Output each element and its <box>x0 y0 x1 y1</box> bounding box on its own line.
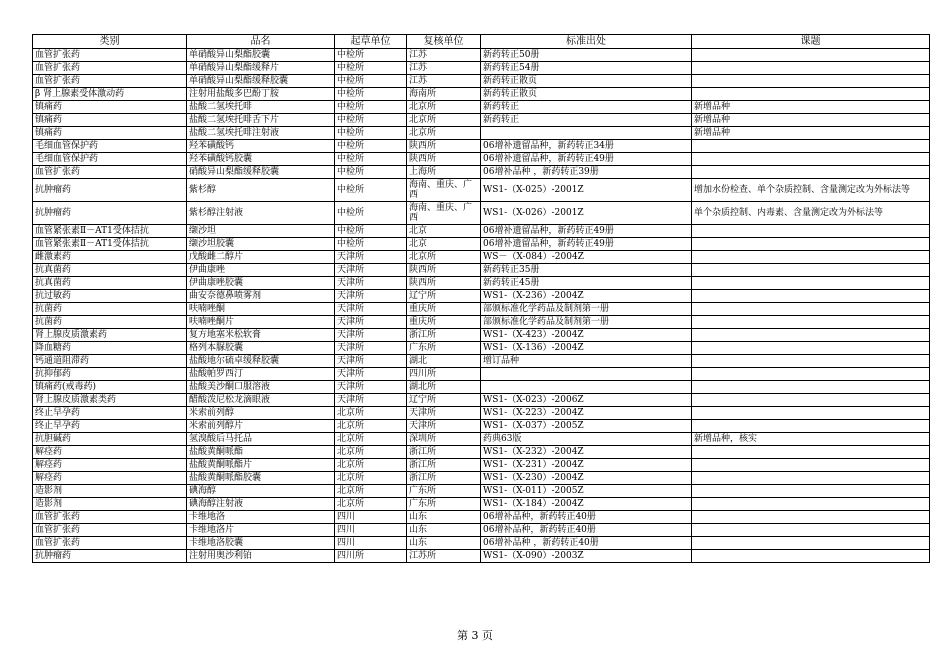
cell-standard-source: 06增补品种，新药转正40册 <box>481 511 692 524</box>
cell-standard-source: 新药转正 <box>481 101 692 114</box>
cell-product-name: 卡维地洛胶囊 <box>187 537 335 550</box>
cell-topic <box>692 550 930 563</box>
table-row <box>33 127 930 140</box>
table-row <box>33 238 930 251</box>
table-row <box>33 511 930 524</box>
cell-category: 造影剂 <box>33 498 187 511</box>
table-row <box>33 303 930 316</box>
table-row <box>33 368 930 381</box>
cell-topic <box>692 264 930 277</box>
cell-standard-source: WS1-（X-090）-2003Z <box>481 550 692 563</box>
cell-category: 钙通道阻滞药 <box>33 355 187 368</box>
cell-drafting-unit: 天津所 <box>335 303 407 316</box>
table-row <box>33 472 930 485</box>
cell-category: 抗肿瘤药 <box>33 202 187 225</box>
cell-category: 造影剂 <box>33 485 187 498</box>
cell-category: 毛细血管保护药 <box>33 153 187 166</box>
table-row <box>33 381 930 394</box>
cell-drafting-unit: 四川所 <box>335 550 407 563</box>
cell-drafting-unit: 中检所 <box>335 153 407 166</box>
cell-review-unit: 湖北 <box>407 355 481 368</box>
table-row <box>33 524 930 537</box>
cell-standard-source: 06增补遗留品种，新药转正49册 <box>481 225 692 238</box>
cell-product-name: 盐酸二氢埃托啡注射液 <box>187 127 335 140</box>
cell-drafting-unit: 北京所 <box>335 485 407 498</box>
cell-topic <box>692 511 930 524</box>
cell-topic: 增加水份检查、单个杂质控制、含量测定改为外标法等 <box>692 179 930 202</box>
cell-category: 镇痛药 <box>33 114 187 127</box>
table-row <box>33 433 930 446</box>
cell-drafting-unit: 天津所 <box>335 355 407 368</box>
cell-review-unit: 山东 <box>407 511 481 524</box>
cell-topic <box>692 329 930 342</box>
cell-category: 抗胆碱药 <box>33 433 187 446</box>
cell-review-unit: 江苏 <box>407 49 481 62</box>
cell-category: 血管扩张药 <box>33 537 187 550</box>
cell-standard-source: WS－（X-084）-2004Z <box>481 251 692 264</box>
cell-review-unit: 天津所 <box>407 420 481 433</box>
cell-topic <box>692 88 930 101</box>
cell-topic <box>692 524 930 537</box>
cell-review-unit: 浙江所 <box>407 472 481 485</box>
cell-topic <box>692 290 930 303</box>
cell-product-name: 盐酸二氢埃托啡 <box>187 101 335 114</box>
table-row <box>33 140 930 153</box>
cell-review-unit: 海南、重庆、广西 <box>407 202 481 225</box>
cell-topic <box>692 140 930 153</box>
cell-drafting-unit: 中检所 <box>335 140 407 153</box>
cell-topic <box>692 303 930 316</box>
cell-product-name: 缬沙坦 <box>187 225 335 238</box>
cell-review-unit: 北京所 <box>407 101 481 114</box>
table-row <box>33 550 930 563</box>
cell-drafting-unit: 四川 <box>335 511 407 524</box>
cell-category: 解痉药 <box>33 459 187 472</box>
cell-category: 血管扩张药 <box>33 62 187 75</box>
table-row <box>33 62 930 75</box>
cell-topic <box>692 368 930 381</box>
cell-standard-source: 06增补遗留品种，新药转正34册 <box>481 140 692 153</box>
cell-topic <box>692 153 930 166</box>
cell-product-name: 伊曲康唑 <box>187 264 335 277</box>
cell-drafting-unit: 北京所 <box>335 407 407 420</box>
cell-standard-source: 新药转正35册 <box>481 264 692 277</box>
cell-category: 抗真菌药 <box>33 277 187 290</box>
cell-topic <box>692 472 930 485</box>
cell-product-name: 曲安奈德鼻喷雾剂 <box>187 290 335 303</box>
cell-product-name: 碘海醇 <box>187 485 335 498</box>
cell-drafting-unit: 中检所 <box>335 88 407 101</box>
cell-review-unit: 海南所 <box>407 88 481 101</box>
cell-category: 血管扩张药 <box>33 75 187 88</box>
cell-standard-source: WS1-（X-023）-2006Z <box>481 394 692 407</box>
table-row <box>33 264 930 277</box>
cell-standard-source: 06增补品种，新药转正40册 <box>481 524 692 537</box>
table-row <box>33 202 930 225</box>
cell-category: 抗过敏药 <box>33 290 187 303</box>
cell-standard-source: 06增补遗留品种，新药转正49册 <box>481 153 692 166</box>
cell-review-unit: 陕西所 <box>407 277 481 290</box>
cell-standard-source: WS1-（X-136）-2004Z <box>481 342 692 355</box>
table-row <box>33 459 930 472</box>
cell-product-name: 戊酸雌二醇片 <box>187 251 335 264</box>
cell-standard-source: 06增补遗留品种，新药转正49册 <box>481 238 692 251</box>
cell-review-unit: 辽宁所 <box>407 394 481 407</box>
cell-category: 抗肿瘤药 <box>33 179 187 202</box>
cell-product-name: 单硝酸异山梨酯胶囊 <box>187 49 335 62</box>
cell-standard-source: WS1-（X-236）-2004Z <box>481 290 692 303</box>
cell-drafting-unit: 中检所 <box>335 127 407 140</box>
cell-topic <box>692 75 930 88</box>
cell-review-unit: 上海所 <box>407 166 481 179</box>
cell-topic <box>692 316 930 329</box>
header-row <box>33 35 930 49</box>
cell-review-unit: 江苏 <box>407 62 481 75</box>
cell-drafting-unit: 天津所 <box>335 290 407 303</box>
cell-drafting-unit: 天津所 <box>335 264 407 277</box>
table-row <box>33 329 930 342</box>
cell-category: 血管扩张药 <box>33 511 187 524</box>
cell-drafting-unit: 天津所 <box>335 381 407 394</box>
table-row <box>33 498 930 511</box>
cell-category: 抗菌药 <box>33 316 187 329</box>
table-row <box>33 225 930 238</box>
cell-drafting-unit: 北京所 <box>335 498 407 511</box>
cell-product-name: 盐酸地尔硫卓缓释胶囊 <box>187 355 335 368</box>
cell-product-name: 羟苯磺酸钙 <box>187 140 335 153</box>
cell-review-unit: 湖北所 <box>407 381 481 394</box>
cell-category: 抗真菌药 <box>33 264 187 277</box>
cell-product-name: 伊曲康唑胶囊 <box>187 277 335 290</box>
cell-topic <box>692 355 930 368</box>
cell-topic <box>692 251 930 264</box>
cell-category: 血管扩张药 <box>33 166 187 179</box>
cell-standard-source: WS1-（X-231）-2004Z <box>481 459 692 472</box>
header-review-unit: 复核单位 <box>407 35 481 49</box>
cell-review-unit: 陕西所 <box>407 264 481 277</box>
table-row <box>33 49 930 62</box>
cell-topic <box>692 277 930 290</box>
cell-drafting-unit: 中检所 <box>335 202 407 225</box>
cell-product-name: 缬沙坦胶囊 <box>187 238 335 251</box>
cell-product-name: 盐酸黄酮哌酯 <box>187 446 335 459</box>
cell-category: 雌激素药 <box>33 251 187 264</box>
cell-product-name: 紫杉醇 <box>187 179 335 202</box>
cell-product-name: 醋酸泼尼松龙滴眼液 <box>187 394 335 407</box>
cell-standard-source: 06增补品种 ，新药转正39册 <box>481 166 692 179</box>
cell-review-unit: 重庆所 <box>407 316 481 329</box>
cell-standard-source: 部颁标准化学药品及制剂第一册 <box>481 303 692 316</box>
cell-product-name: 米索前列醇片 <box>187 420 335 433</box>
cell-review-unit: 江苏所 <box>407 550 481 563</box>
cell-category: 终止早孕药 <box>33 407 187 420</box>
cell-category: 毛细血管保护药 <box>33 140 187 153</box>
cell-drafting-unit: 北京所 <box>335 420 407 433</box>
cell-drafting-unit: 天津所 <box>335 368 407 381</box>
cell-review-unit: 广东所 <box>407 485 481 498</box>
cell-standard-source: WS1-（X-232）-2004Z <box>481 446 692 459</box>
cell-product-name: 呋喃唑酮 <box>187 303 335 316</box>
table-row <box>33 407 930 420</box>
cell-drafting-unit: 天津所 <box>335 329 407 342</box>
cell-standard-source: 增订品种 <box>481 355 692 368</box>
cell-product-name: 注射用盐酸多巴酚丁胺 <box>187 88 335 101</box>
cell-review-unit: 海南、重庆、广西 <box>407 179 481 202</box>
cell-topic <box>692 485 930 498</box>
table-row <box>33 75 930 88</box>
cell-category: 镇痛药(戒毒药) <box>33 381 187 394</box>
cell-product-name: 格列本脲胶囊 <box>187 342 335 355</box>
cell-drafting-unit: 中检所 <box>335 101 407 114</box>
cell-standard-source: WS1-（X-026）-2001Z <box>481 202 692 225</box>
cell-topic <box>692 166 930 179</box>
table-row <box>33 355 930 368</box>
cell-drafting-unit: 四川 <box>335 537 407 550</box>
cell-topic: 新增品种 <box>692 114 930 127</box>
table-row <box>33 101 930 114</box>
cell-drafting-unit: 北京所 <box>335 433 407 446</box>
cell-drafting-unit: 中检所 <box>335 166 407 179</box>
table-row <box>33 446 930 459</box>
cell-standard-source <box>481 127 692 140</box>
cell-category: 抗抑郁药 <box>33 368 187 381</box>
cell-topic: 新增品种 <box>692 101 930 114</box>
table-row <box>33 179 930 202</box>
cell-review-unit: 陕西所 <box>407 153 481 166</box>
cell-product-name: 碘海醇注射液 <box>187 498 335 511</box>
page-footer: 第 3 页 <box>457 629 493 642</box>
table-row <box>33 316 930 329</box>
cell-topic <box>692 394 930 407</box>
cell-review-unit: 北京 <box>407 225 481 238</box>
cell-drafting-unit: 天津所 <box>335 342 407 355</box>
cell-standard-source: WS1-（X-423）-2004Z <box>481 329 692 342</box>
cell-review-unit: 江苏 <box>407 75 481 88</box>
cell-product-name: 氢溴酸后马托品 <box>187 433 335 446</box>
cell-category: 镇痛药 <box>33 101 187 114</box>
cell-product-name: 盐酸帕罗西汀 <box>187 368 335 381</box>
cell-review-unit: 北京所 <box>407 127 481 140</box>
cell-category: 解痉药 <box>33 472 187 485</box>
cell-category: 血管扩张药 <box>33 524 187 537</box>
cell-review-unit: 北京所 <box>407 251 481 264</box>
cell-standard-source: 新药转正45册 <box>481 277 692 290</box>
cell-product-name: 米索前列醇 <box>187 407 335 420</box>
cell-category: 肾上腺皮质激素药 <box>33 329 187 342</box>
cell-drafting-unit: 北京所 <box>335 446 407 459</box>
cell-category: 肾上腺皮质激素类药 <box>33 394 187 407</box>
cell-topic <box>692 498 930 511</box>
cell-topic <box>692 62 930 75</box>
cell-drafting-unit: 中检所 <box>335 225 407 238</box>
cell-topic <box>692 420 930 433</box>
cell-product-name: 盐酸美沙酮口服溶液 <box>187 381 335 394</box>
cell-drafting-unit: 中检所 <box>335 238 407 251</box>
cell-standard-source: 部颁标准化学药品及制剂第一册 <box>481 316 692 329</box>
cell-standard-source <box>481 381 692 394</box>
cell-product-name: 盐酸黄酮哌酯片 <box>187 459 335 472</box>
cell-standard-source: 新药转正散页 <box>481 88 692 101</box>
cell-product-name: 单硝酸异山梨酯缓释胶囊 <box>187 75 335 88</box>
cell-drafting-unit: 天津所 <box>335 316 407 329</box>
cell-category: 终止早孕药 <box>33 420 187 433</box>
cell-standard-source: WS1-（X-025）-2001Z <box>481 179 692 202</box>
cell-product-name: 卡维地洛 <box>187 511 335 524</box>
table-row <box>33 537 930 550</box>
cell-product-name: 卡维地洛片 <box>187 524 335 537</box>
cell-category: 血管紧张素Ⅱ－AT1受体拮抗 <box>33 238 187 251</box>
table-row <box>33 277 930 290</box>
cell-category: 血管扩张药 <box>33 49 187 62</box>
header-standard-source: 标准出处 <box>481 35 692 49</box>
cell-review-unit: 广东所 <box>407 342 481 355</box>
table-row <box>33 114 930 127</box>
table-row <box>33 153 930 166</box>
cell-review-unit: 天津所 <box>407 407 481 420</box>
cell-drafting-unit: 天津所 <box>335 251 407 264</box>
cell-drafting-unit: 四川 <box>335 524 407 537</box>
cell-category: 抗菌药 <box>33 303 187 316</box>
cell-review-unit: 广东所 <box>407 498 481 511</box>
cell-review-unit: 北京 <box>407 238 481 251</box>
cell-product-name: 盐酸二氢埃托啡舌下片 <box>187 114 335 127</box>
cell-drafting-unit: 天津所 <box>335 277 407 290</box>
cell-category: 镇痛药 <box>33 127 187 140</box>
cell-drafting-unit: 中检所 <box>335 179 407 202</box>
header-topic: 课题 <box>692 35 930 49</box>
cell-topic <box>692 446 930 459</box>
cell-topic <box>692 238 930 251</box>
cell-drafting-unit: 北京所 <box>335 459 407 472</box>
cell-topic <box>692 342 930 355</box>
table-row <box>33 290 930 303</box>
cell-topic: 新增品种 <box>692 127 930 140</box>
cell-topic <box>692 537 930 550</box>
header-drafting-unit: 起草单位 <box>335 35 407 49</box>
cell-category: 降血糖药 <box>33 342 187 355</box>
cell-product-name: 羟苯磺酸钙胶囊 <box>187 153 335 166</box>
cell-review-unit: 重庆所 <box>407 303 481 316</box>
cell-topic <box>692 407 930 420</box>
cell-standard-source: 06增补品种 ，新药转正40册 <box>481 537 692 550</box>
table-row <box>33 88 930 101</box>
cell-product-name: 复方地塞米松软膏 <box>187 329 335 342</box>
cell-product-name: 呋喃唑酮片 <box>187 316 335 329</box>
cell-category: 抗肿瘤药 <box>33 550 187 563</box>
cell-topic <box>692 225 930 238</box>
cell-standard-source: 新药转正 <box>481 114 692 127</box>
cell-product-name: 注射用奥沙利铂 <box>187 550 335 563</box>
cell-review-unit: 山东 <box>407 537 481 550</box>
cell-standard-source: 新药转正50册 <box>481 49 692 62</box>
cell-standard-source: WS1-（X-037）-2005Z <box>481 420 692 433</box>
cell-product-name: 单硝酸异山梨酯缓释片 <box>187 62 335 75</box>
cell-category: β 肾上腺素受体激动药 <box>33 88 187 101</box>
cell-review-unit: 浙江所 <box>407 329 481 342</box>
table-row <box>33 485 930 498</box>
cell-review-unit: 北京所 <box>407 114 481 127</box>
cell-drafting-unit: 北京所 <box>335 472 407 485</box>
header-product-name: 品名 <box>187 35 335 49</box>
cell-review-unit: 浙江所 <box>407 446 481 459</box>
cell-standard-source: 药典63版 <box>481 433 692 446</box>
table-body <box>33 49 930 563</box>
cell-drafting-unit: 中检所 <box>335 114 407 127</box>
cell-review-unit: 深圳所 <box>407 433 481 446</box>
cell-standard-source <box>481 368 692 381</box>
cell-product-name: 硝酸异山梨酯缓释胶囊 <box>187 166 335 179</box>
cell-standard-source: WS1-（X-230）-2004Z <box>481 472 692 485</box>
table-row <box>33 394 930 407</box>
table-row <box>33 166 930 179</box>
cell-review-unit: 陕西所 <box>407 140 481 153</box>
cell-drafting-unit: 中检所 <box>335 62 407 75</box>
header-category: 类别 <box>33 35 187 49</box>
cell-drafting-unit: 中检所 <box>335 75 407 88</box>
drug-standards-table <box>32 34 930 563</box>
cell-standard-source: WS1-（X-223）-2004Z <box>481 407 692 420</box>
cell-topic: 新增品种，核实 <box>692 433 930 446</box>
cell-standard-source: WS1-（X-184）-2004Z <box>481 498 692 511</box>
cell-standard-source: 新药转正散页 <box>481 75 692 88</box>
cell-topic <box>692 49 930 62</box>
cell-topic: 单个杂质控制、内毒素、含量测定改为外标法等 <box>692 202 930 225</box>
cell-category: 血管紧张素Ⅱ－AT1受体拮抗 <box>33 225 187 238</box>
table-row <box>33 342 930 355</box>
cell-product-name: 盐酸黄酮哌酯胶囊 <box>187 472 335 485</box>
table-row <box>33 251 930 264</box>
table-row <box>33 420 930 433</box>
cell-review-unit: 辽宁所 <box>407 290 481 303</box>
cell-drafting-unit: 中检所 <box>335 49 407 62</box>
cell-standard-source: WS1-（X-011）-2005Z <box>481 485 692 498</box>
cell-standard-source: 新药转正54册 <box>481 62 692 75</box>
cell-review-unit: 浙江所 <box>407 459 481 472</box>
cell-drafting-unit: 天津所 <box>335 394 407 407</box>
cell-product-name: 紫杉醇注射液 <box>187 202 335 225</box>
cell-review-unit: 山东 <box>407 524 481 537</box>
cell-topic <box>692 381 930 394</box>
cell-review-unit: 四川所 <box>407 368 481 381</box>
cell-category: 解痉药 <box>33 446 187 459</box>
cell-topic <box>692 459 930 472</box>
